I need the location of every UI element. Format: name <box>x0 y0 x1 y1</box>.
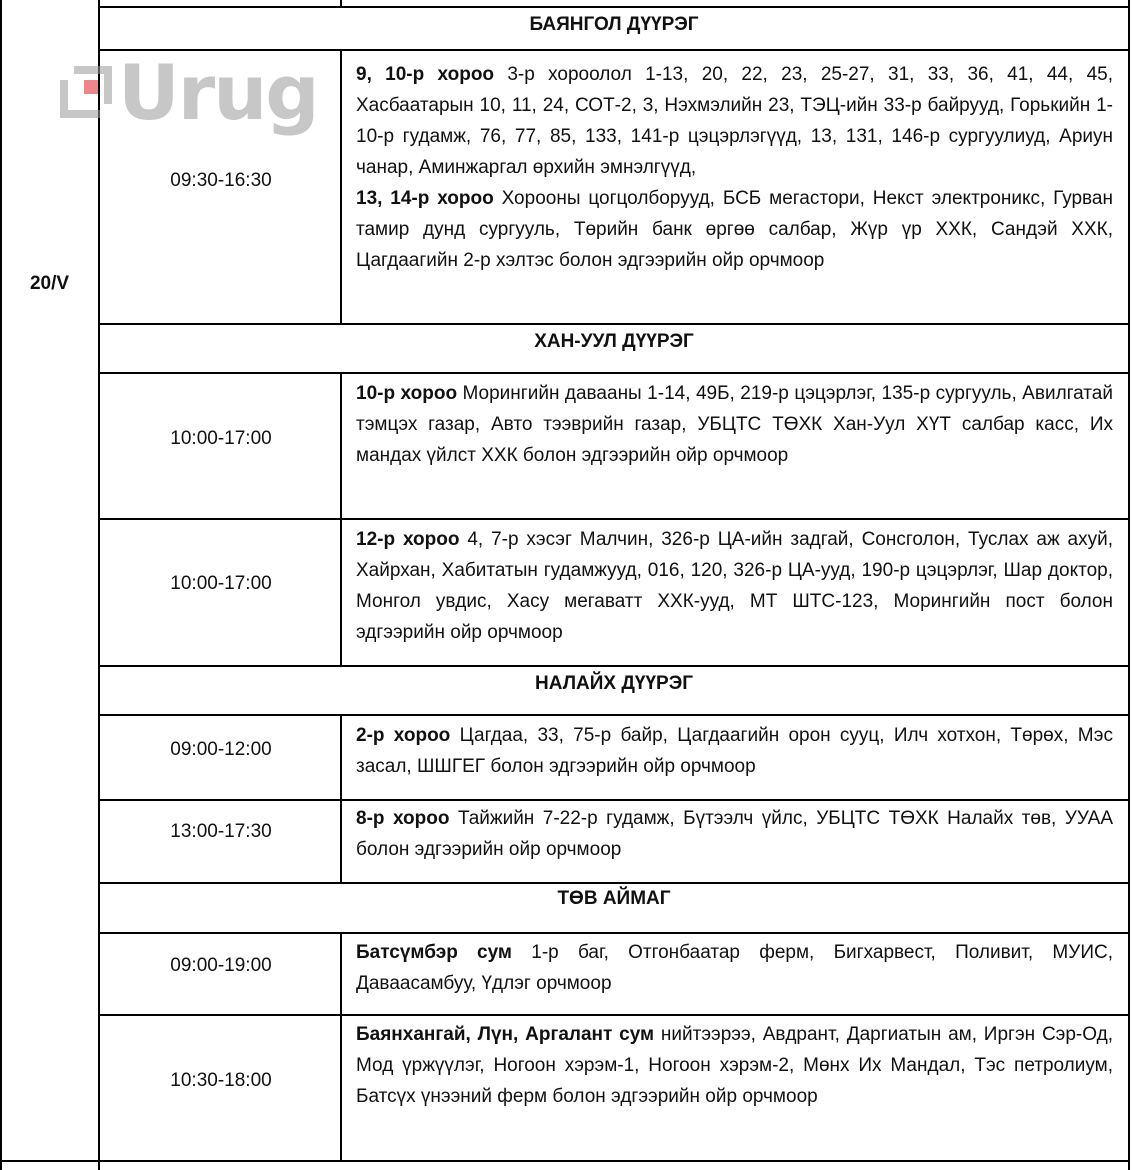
time-cell: 10:30-18:00 <box>170 1070 272 1091</box>
row-border <box>98 714 1130 716</box>
area-title: 2-р хороо <box>356 725 451 746</box>
area-text: Цагдаа, 33, 75-р байр, Цагдаагийн орон сууц, Илч хотхон, Төрөх, Мэс засал, ШШГЕГ болон эдгээрийн ойр орчмоор <box>356 725 1113 777</box>
row-border <box>0 1160 1130 1162</box>
area-text: Тайжийн 7-22-р гудамж, Бүтээлч үйлс, УБЦТС ТӨХК Налайх төв, УУАА болон эдгээрийн ойр орчмоор <box>356 808 1113 860</box>
area-title: 12-р хороо <box>356 529 460 550</box>
area-description <box>356 59 1113 276</box>
row-border <box>98 932 1130 934</box>
area-description <box>356 937 1113 999</box>
region-header: БАЯНГОЛ ДҮҮРЭГ <box>529 14 699 35</box>
region-header: ТӨВ АЙМАГ <box>557 888 671 909</box>
area-text: 4, 7-р хэсэг Малчин, 326-р ЦА-ийн задгай, Сонсголон, Туслах аж ахуй, Хайрхан, Хабитатын гудамжууд, 016, 120, 326-р ЦА-ууд, 190-р цэцэрлэг, Шар доктор, Монгол увдис, Хасу мегаватт ХХК-ууд, МТ ШТС-123, Морингийн пост болон эдгээрийн ойр орчмоор <box>356 529 1113 643</box>
area-title: 13, 14-р хороо <box>356 188 494 209</box>
urug-logo <box>60 48 318 144</box>
area-title: 10-р хороо <box>356 383 458 404</box>
time-cell: 10:00-17:00 <box>170 428 272 449</box>
region-header: ХАН-УУЛ ДҮҮРЭГ <box>534 331 694 352</box>
logo-wordmark: Urug <box>118 48 318 137</box>
time-cell: 13:00-17:30 <box>170 821 272 842</box>
row-border <box>98 882 1130 884</box>
area-text: Морингийн давааны 1-14, 49Б, 219-р цэцэрлэг, 135-р сургууль, Авилгатай тэмцэх газар, Авто тээврийн газар, УБЦТС ТӨХК Хан-Уул ХҮТ салбар касс, Их мандах үйлст ХХК болон эдгээрийн ойр орчмоор <box>356 383 1113 466</box>
row-border <box>98 6 1130 8</box>
area-title: 9, 10-р хороо <box>356 64 495 85</box>
row-border <box>98 799 1130 801</box>
row-border <box>98 518 1130 520</box>
row-border <box>98 323 1130 325</box>
time-cell: 09:00-19:00 <box>170 955 272 976</box>
row-border <box>98 665 1130 667</box>
time-cell: 09:30-16:30 <box>170 170 272 191</box>
table-border-left <box>0 0 2 1170</box>
area-text: Хорооны цогцолборууд, БСБ мегастори, Некст электроникс, Гурван тамир дунд сургууль, Төрийн банк өргөө салбар, Жүр үр ХХК, Сандэй ХХК, Цагдаагийн 2-р хэлтэс болон эдгээрийн ойр орчмоор <box>356 188 1113 271</box>
area-description <box>356 1019 1113 1112</box>
area-text: нийтээрээ, Авдрант, Даргиатын ам, Иргэн Сэр-Од, Мод үржүүлэг, Ногоон хэрэм-1, Ногоон хэрэм-2, Мөнх Их Мандал, Тэс петролиум, Батсүх үнээний ферм болон эдгээрийн ойр орчмоор <box>356 1024 1113 1107</box>
row-border <box>98 372 1130 374</box>
area-text: 1-р баг, Отгонбаатар ферм, Бигхарвест, Поливит, МУИС, Даваасамбуу, Үдлэг орчмоор <box>356 942 1113 994</box>
area-description <box>356 720 1113 782</box>
area-title: 8-р хороо <box>356 808 450 829</box>
table-border-right <box>1128 0 1130 1170</box>
area-title: Батсүмбэр сум <box>356 942 512 963</box>
date-label: 20/V <box>29 273 70 294</box>
area-title: Баянхангай, Лүн, Аргалант сум <box>356 1024 655 1045</box>
time-cell: 10:00-17:00 <box>170 573 272 594</box>
area-description <box>356 524 1113 648</box>
logo-mark-icon <box>60 66 112 118</box>
row-border <box>98 1014 1130 1016</box>
time-cell: 09:00-12:00 <box>170 739 272 760</box>
logo-accent <box>84 80 98 94</box>
area-description <box>356 378 1113 471</box>
area-description <box>356 803 1113 865</box>
region-header: НАЛАЙХ ДҮҮРЭГ <box>535 673 693 694</box>
area-text: 3-р хороолол 1-13, 20, 22, 23, 25-27, 31, 33, 36, 41, 44, 45, Хасбаатарын 10, 11, 24, СОТ-2, 3, Нэхмэлийн 23, ТЭЦ-ийн 33-р байрууд, Горькийн 1-10-р гудамж, 76, 77, 85, 133, 141-р цэцэрлэгүүд, 13, 131, 146-р сургуулиуд, Ариун чанар, Аминжаргал өрхийн эмнэлгүүд, <box>356 64 1113 178</box>
